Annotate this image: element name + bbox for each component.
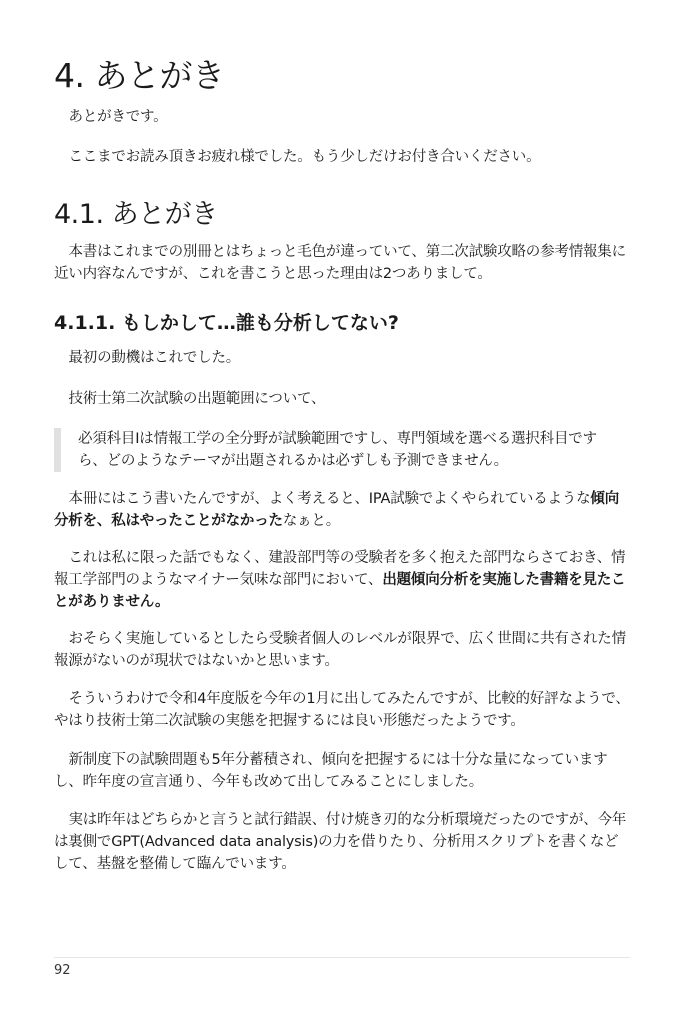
scope-paragraph: 技術士第二次試験の出題範囲について、	[68, 391, 326, 407]
new-system-paragraph: 新制度下の試験問題も5年分蓄積され、傾向を把握するには十分な量になっていますし、昨年度の宣言通り、今年も改めて出してみることにしました。	[54, 752, 608, 790]
analysis-paragraph	[54, 488, 630, 532]
page-number: 92	[54, 963, 71, 978]
subsection-paragraph-1: 本書はこれまでの別冊とはちょっと毛色が違っていて、第二次試験攻略の参考情報集に近い内容なんですが、これを書こうと思った理由は2つありまして。	[54, 244, 626, 282]
analysis-paragraph-emphasis: 傾向分析を、私はやったことがなかった	[54, 491, 620, 529]
minor-field-paragraph	[54, 547, 630, 613]
blockquote-text: 必須科目Iは情報工学の全分野が試験範囲ですし、専門領域を選べる選択科目ですら、どのようなテーマが出題されるかは必ずしも予測できません。	[78, 431, 597, 469]
intro-paragraph-2: ここまでお読み頂きお疲れ様でした。もう少しだけお付き合いください。	[68, 149, 541, 165]
footer-divider	[54, 957, 630, 958]
intro-paragraph-1: あとがきです。	[68, 109, 168, 125]
blockquote-bar	[54, 428, 61, 472]
subsubsection-heading: 4.1.1. もしかして…誰も分析してない?	[54, 312, 399, 334]
analysis-paragraph-lead: 本冊にはこう書いたんですが、よく考えると、IPA試験でよくやられているような	[68, 491, 591, 507]
gpt-paragraph: 実は昨年はどちらかと言うと試行錯誤、付け焼き刃的な分析環境だったのですが、今年は裏側でGPT(Advanced data analysis)の力を借りたり、分析用スクリプトを書くなどして、基盤を整備して臨んでいます。	[54, 812, 627, 872]
motive-paragraph: 最初の動機はこれでした。	[68, 350, 241, 366]
section-heading: 4. あとがき	[54, 56, 225, 95]
blockquote	[54, 428, 630, 472]
analysis-paragraph-tail: なぁと。	[282, 513, 341, 529]
info-source-paragraph: おそらく実施しているとしたら受験者個人のレベルが限界で、広く世間に共有された情報源がないのが現状ではないかと思います。	[54, 631, 626, 669]
subsection-heading: 4.1. あとがき	[54, 199, 218, 230]
document-page	[54, 0, 630, 1024]
previous-edition-paragraph: そういうわけで令和4年度版を今年の1月に出してみたんですが、比較的好評なようで、やはり技術士第二次試験の実態を把握するには良い形態だったようです。	[54, 691, 630, 729]
minor-field-paragraph-emphasis: 出題傾向分析を実施した書籍を見たことがありません。	[54, 572, 626, 610]
minor-field-paragraph-lead: これは私に限った話でもなく、建設部門等の受験者を多く抱えた部門ならさておき、情報工学部門のようなマイナー気味な部門において、	[54, 550, 626, 588]
